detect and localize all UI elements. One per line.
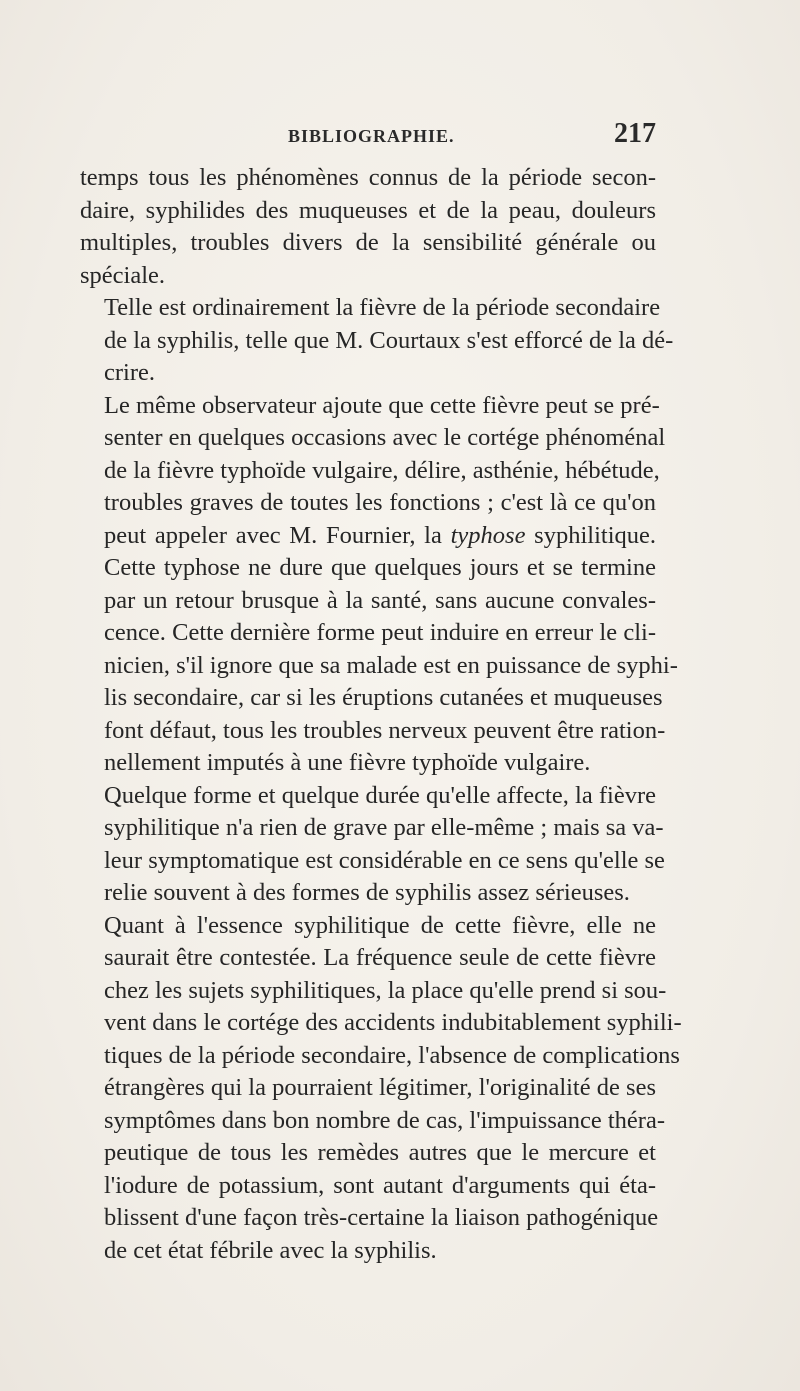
text-line: syphilitique n'a rien de grave par elle-même ; mais sa va- bbox=[104, 814, 664, 841]
text-line: lis secondaire, car si les éruptions cutanées et muqueuses bbox=[104, 684, 663, 711]
text-line: temps tous les phénomènes connus de la période secon- bbox=[80, 164, 656, 191]
text-line-with-italic bbox=[80, 520, 656, 553]
text-line: de cet état fébrile avec la syphilis. bbox=[104, 1236, 437, 1264]
text-line: tiques de la période secondaire, l'absence de complications bbox=[104, 1041, 680, 1069]
paragraph-3 bbox=[80, 390, 678, 780]
text-line: daire, syphilides des muqueuses et de la peau, douleurs bbox=[80, 196, 656, 224]
text-line: nellement imputés à une fièvre typhoïde vulgaire. bbox=[104, 749, 591, 776]
text-line: Quant à l'essence syphilitique de cette fièvre, elle ne bbox=[104, 911, 656, 939]
text-line: nicien, s'il ignore que sa malade est en puissance de syphi- bbox=[104, 651, 678, 679]
text-line: blissent d'une façon très-certaine la liaison pathogénique bbox=[104, 1204, 659, 1231]
text-line: cence. Cette dernière forme peut induire en erreur le cli- bbox=[104, 619, 656, 646]
text-line: de la syphilis, telle que M. Courtaux s'est efforcé de la dé- bbox=[104, 326, 674, 354]
paragraph-4 bbox=[80, 780, 665, 910]
text-line: crire. bbox=[104, 359, 155, 386]
running-title: BIBLIOGRAPHIE. bbox=[288, 126, 455, 146]
text-line: peutique de tous les remèdes autres que le mercure et bbox=[104, 1139, 656, 1166]
paragraph-2 bbox=[80, 292, 674, 390]
text-line: de la fièvre typhoïde vulgaire, délire, asthénie, hébétude, bbox=[104, 456, 660, 484]
text-line: Le même observateur ajoute que cette fièvre peut se pré- bbox=[104, 391, 660, 419]
text-line: Telle est ordinairement la fièvre de la période secondaire bbox=[104, 294, 661, 321]
italic-term: typhose bbox=[450, 521, 526, 549]
text-line: troubles graves de toutes les fonctions ; c'est là ce qu'on bbox=[104, 489, 656, 516]
text-line: spéciale. bbox=[80, 261, 166, 289]
page-number: 217 bbox=[614, 118, 656, 149]
text-line: Cette typhose ne dure que quelques jours et se termine bbox=[104, 554, 656, 581]
text-segment: peut appeler avec M. Fournier, la bbox=[104, 521, 442, 549]
text-segment: syphilitique. bbox=[525, 521, 656, 549]
body-text bbox=[80, 162, 682, 1267]
text-line: symptômes dans bon nombre de cas, l'impuissance théra- bbox=[104, 1106, 665, 1134]
text-line: senter en quelques occasions avec le cortége phénoménal bbox=[104, 424, 666, 451]
text-line: étrangères qui la pourraient légitimer, l'originalité de ses bbox=[104, 1074, 656, 1101]
text-line: chez les sujets syphilitiques, la place qu'elle prend si sou- bbox=[104, 976, 667, 1004]
paragraph-1 bbox=[80, 162, 656, 292]
text-line: multiples, troubles divers de la sensibilité générale ou bbox=[80, 229, 656, 256]
paragraph-5 bbox=[80, 910, 682, 1268]
text-line: leur symptomatique est considérable en ce sens qu'elle se bbox=[104, 846, 665, 874]
text-line: saurait être contestée. La fréquence seule de cette fièvre bbox=[104, 944, 656, 971]
text-line: par un retour brusque à la santé, sans aucune convales- bbox=[104, 586, 656, 614]
text-line: vent dans le cortége des accidents indubitablement syphili- bbox=[104, 1009, 682, 1036]
text-line: Quelque forme et quelque durée qu'elle affecte, la fièvre bbox=[104, 781, 656, 809]
running-header bbox=[80, 118, 656, 152]
text-line: l'iodure de potassium, sont autant d'arguments qui éta- bbox=[104, 1171, 656, 1199]
text-line: font défaut, tous les troubles nerveux peuvent être ration- bbox=[104, 716, 666, 744]
text-line: relie souvent à des formes de syphilis assez sérieuses. bbox=[104, 879, 630, 906]
